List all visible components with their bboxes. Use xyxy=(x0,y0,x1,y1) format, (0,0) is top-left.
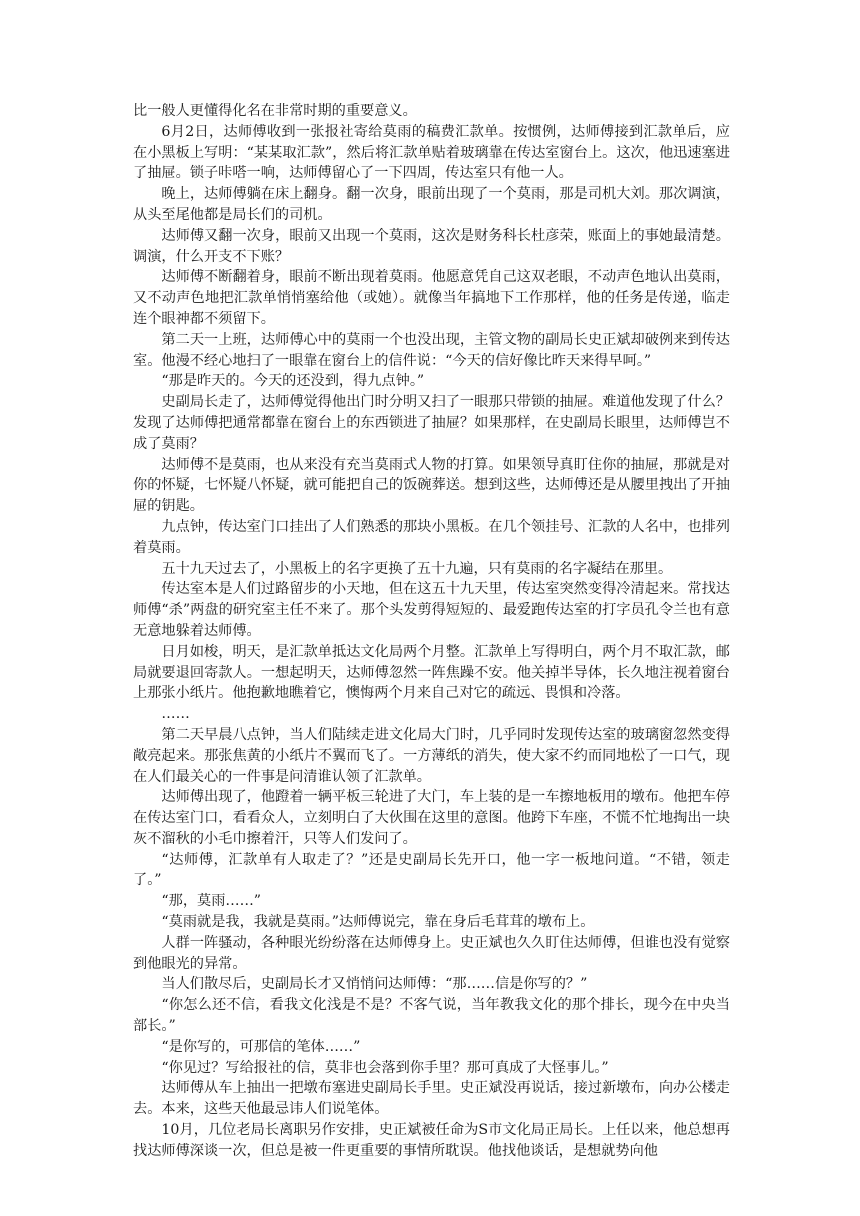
paragraph-4: 达师傅又翻一次身，眼前又出现一个莫雨，这次是财务科长杜彦荣，账面上的事她最清楚。调演，什么开支不下账？ xyxy=(133,227,730,265)
document-body xyxy=(133,101,730,1162)
ellipsis-break: …… xyxy=(161,706,190,723)
paragraph-13: 日月如梭，明天，是汇款单抵达文化局两个月整。汇款单上写得明白，两个月不取汇款，邮局就要退回寄款人。一想起明天，达师傅忽然一阵焦躁不安。他关掉半导体，长久地注视着窗台上那张小纸片。他抱歉地瞧着它，懊悔两个月来自己对它的疏远、畏惧和冷落。 xyxy=(133,643,730,702)
paragraph-22: “你怎么还不信，看我文化浅是不是？不客气说，当年教我文化的那个排长，现今在中央当部长。” xyxy=(133,997,730,1035)
paragraph-3: 晚上，达师傅躺在床上翻身。翻一次身，眼前出现了一个莫雨，那是司机大刘。那次调演，从头至尾他都是局长们的司机。 xyxy=(133,186,730,223)
paragraph-9: 达师傅不是莫雨，也从来没有充当莫雨式人物的打算。如果领导真盯住你的抽屉，那就是对你的怀疑，七怀疑八怀疑，就可能把自己的饭碗葬送。想到这些，达师傅还是从腰里拽出了开抽屉的钥匙。 xyxy=(133,456,730,515)
paragraph-25: 达师傅从车上抽出一把墩布塞进史副局长手里。史正斌没再说话，接过新墩布，向办公楼走去。本来，这些天他最忌讳人们说笔体。 xyxy=(133,1080,730,1118)
paragraph-1: 比一般人更懂得化名在非常时期的重要意义。 xyxy=(133,103,417,119)
paragraph-17: “达师傅，汇款单有人取走了？”还是史副局长先开口，他一字一板地问道。“不错，领走了。” xyxy=(133,851,730,889)
paragraph-23: “是你写的，可那信的笔体……” xyxy=(161,1038,361,1055)
paragraph-26: 10月，几位老局长离职另作安排，史正斌被任命为S市文化局正局长。上任以来，他总想再找达师傅深谈一次，但总是被一件更重要的事情所耽误。他找他谈话，是想就势向他 xyxy=(133,1122,730,1159)
paragraph-20: 人群一阵骚动，各种眼光纷纷落在达师傅身上。史正斌也久久盯住达师傅，但谁也没有觉察到他眼光的异常。 xyxy=(133,934,730,972)
paragraph-2: 6月2日，达师傅收到一张报社寄给莫雨的稿费汇款单。按惯例，达师傅接到汇款单后，应在小黑板上写明：“某某取汇款”，然后将汇款单贴着玻璃靠在传达室窗台上。这次，他迅速塞进了抽屉。锁子咔嗒一响，达师傅留心了一下四周，传达室只有他一人。 xyxy=(133,123,730,182)
paragraph-19: “莫雨就是我，我就是莫雨。”达师傅说完，靠在身后毛茸茸的墩布上。 xyxy=(161,914,595,931)
paragraph-21: 当人们散尽后，史副局长才又悄悄问达师傅：“那……信是你写的？” xyxy=(161,976,588,993)
paragraph-6: 第二天一上班，达师傅心中的莫雨一个也没出现，主管文物的副局长史正斌却破例来到传达室。他漫不经心地扫了一眼靠在窗台上的信件说：“今天的信好像比昨天来得早呵。” xyxy=(133,331,730,369)
paragraph-8: 史副局长走了，达师傅觉得他出门时分明又扫了一眼那只带锁的抽屉。难道他发现了什么？发现了达师傅把通常都靠在窗台上的东西锁进了抽屉？如果那样，在史副局长眼里，达师傅岂不成了莫雨？ xyxy=(133,394,730,452)
paragraph-7: “那是昨天的。今天的还没到，得九点钟。” xyxy=(161,373,425,390)
paragraph-18: “那，莫雨……” xyxy=(161,893,262,910)
paragraph-10: 九点钟，传达室门口挂出了人们熟悉的那块小黑板。在几个领挂号、汇款的人名中，也排列着莫雨。 xyxy=(133,518,730,556)
paragraph-15: 第二天早晨八点钟，当人们陆续走进文化局大门时，几乎同时发现传达室的玻璃窗忽然变得敞亮起来。那张焦黄的小纸片不翼而飞了。一方薄纸的消失，使大家不约而同地松了一口气，现在人们最关心的一件事是问清谁认领了汇款单。 xyxy=(133,726,730,785)
paragraph-11: 五十九天过去了，小黑板上的名字更换了五十九遍，只有莫雨的名字凝结在那里。 xyxy=(161,560,673,577)
paragraph-24: “你见过？写给报社的信，莫非也会落到你手里？那可真成了大怪事儿。” xyxy=(161,1059,609,1076)
paragraph-12: 传达室本是人们过路留步的小天地，但在这五十九天里，传达室突然变得冷清起来。常找达师傅“杀”两盘的研究室主任不来了。那个头发剪得短短的、最爱跑传达室的打字员孔令兰也有意无意地躲着达师傅。 xyxy=(133,581,730,639)
paragraph-5: 达师傅不断翻着身，眼前不断出现着莫雨。他愿意凭自己这双老眼，不动声色地认出莫雨，又不动声色地把汇款单悄悄塞给他（或她）。就像当年搞地下工作那样，他的任务是传递，临走连个眼神都不须留下。 xyxy=(133,269,730,327)
paragraph-16: 达师傅出现了，他蹬着一辆平板三轮进了大门，车上装的是一车擦地板用的墩布。他把车停在传达室门口，看看众人，立刻明白了大伙围在这里的意图。他跨下车座，不慌不忙地掏出一块灰不溜秋的小毛巾擦着汗，只等人们发问了。 xyxy=(133,789,730,847)
